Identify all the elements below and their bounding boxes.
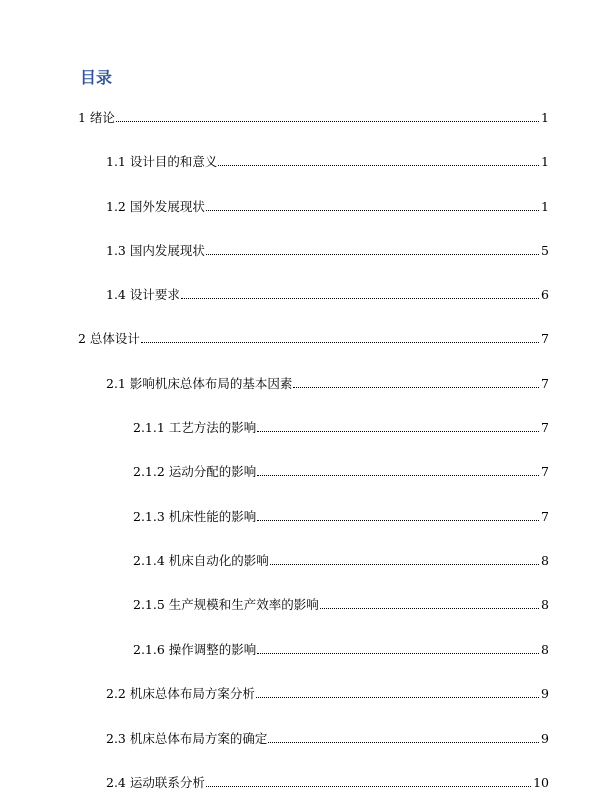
toc-entry-label: 2.1.6 操作调整的影响	[133, 642, 257, 657]
toc-entry[interactable]	[106, 241, 549, 259]
dot-leader	[206, 209, 539, 211]
toc-entry-label: 1 绪论	[78, 110, 115, 125]
toc-entry-page: 1	[541, 154, 549, 169]
toc-entry-label: 2.3 机床总体布局方案的确定	[106, 731, 268, 746]
toc-entry-page: 7	[541, 331, 549, 346]
toc-entry-page: 5	[541, 243, 549, 258]
toc-title: 目录	[80, 68, 113, 87]
dot-leader	[257, 430, 539, 432]
toc-entry-label: 1.2 国外发展现状	[106, 199, 205, 214]
toc-entry[interactable]	[78, 108, 549, 126]
toc-entry[interactable]	[106, 152, 549, 170]
toc-entry-page: 6	[541, 287, 549, 302]
dot-leader	[257, 652, 539, 654]
toc-entry-page: 7	[541, 376, 549, 391]
dot-leader	[268, 741, 539, 743]
toc-entry-page: 9	[541, 731, 549, 746]
toc-entry-label: 2.1.1 工艺方法的影响	[133, 420, 257, 435]
toc-entry-page: 7	[541, 509, 549, 524]
toc-entry-page: 8	[541, 597, 549, 612]
toc-entry[interactable]	[106, 197, 549, 215]
toc-entry-label: 1.1 设计目的和意义	[106, 154, 218, 169]
dot-leader	[206, 785, 531, 787]
toc-entry[interactable]	[133, 551, 549, 569]
toc-entry-page: 7	[541, 464, 549, 479]
toc-entry-label: 2.1 影响机床总体布局的基本因素	[106, 376, 293, 391]
dot-leader	[257, 519, 539, 521]
toc-entry[interactable]	[106, 285, 549, 303]
toc-entry[interactable]	[106, 773, 549, 791]
toc-entry-page: 9	[541, 686, 549, 701]
toc-entry-page: 1	[541, 199, 549, 214]
toc-entry-label: 2 总体设计	[78, 331, 140, 346]
toc-entry-label: 2.1.4 机床自动化的影响	[133, 553, 269, 568]
toc-entry-label: 2.1.3 机床性能的影响	[133, 509, 257, 524]
dot-leader	[257, 474, 539, 476]
dot-leader	[181, 297, 539, 299]
dot-leader	[270, 563, 539, 565]
toc-entry-page: 1	[541, 110, 549, 125]
dot-leader	[293, 386, 539, 388]
toc-entry-label: 2.1.5 生产规模和生产效率的影响	[133, 597, 319, 612]
dot-leader	[256, 696, 539, 698]
toc-entry[interactable]	[133, 462, 549, 480]
toc-entry-label: 2.2 机床总体布局方案分析	[106, 686, 255, 701]
toc-entry-page: 8	[541, 553, 549, 568]
toc-entry[interactable]	[78, 329, 549, 347]
toc-entry-page: 8	[541, 642, 549, 657]
dot-leader	[141, 341, 539, 343]
toc-entry[interactable]	[106, 374, 549, 392]
toc-entry-label: 2.4 运动联系分析	[106, 775, 205, 790]
toc-entry[interactable]	[106, 684, 549, 702]
dot-leader	[320, 607, 539, 609]
toc-entry[interactable]	[133, 640, 549, 658]
toc-entry[interactable]	[133, 507, 549, 525]
toc-entry[interactable]	[133, 418, 549, 436]
toc-entry-page: 7	[541, 420, 549, 435]
toc-entry-label: 2.1.2 运动分配的影响	[133, 464, 257, 479]
toc-entry-label: 1.3 国内发展现状	[106, 243, 205, 258]
toc-entry-page: 10	[533, 775, 549, 790]
toc-entry[interactable]	[106, 729, 549, 747]
dot-leader	[116, 120, 539, 122]
dot-leader	[206, 253, 539, 255]
toc-entry[interactable]	[133, 595, 549, 613]
dot-leader	[218, 164, 539, 166]
toc-entry-label: 1.4 设计要求	[106, 287, 180, 302]
